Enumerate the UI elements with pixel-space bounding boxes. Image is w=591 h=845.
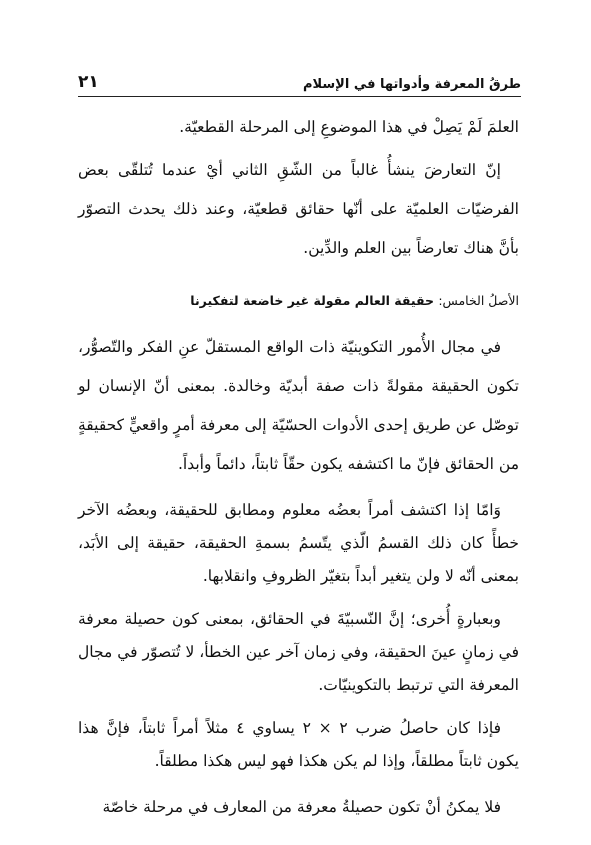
paragraph-eternal-truth: في مجال الأُمور التكوينيّة ذات الواقع المستقلّ عنِ الفكر والتّصوُّر، تكون الحقيقة مقولةً ذات صفة أبديّة وخالدة. بمعنى أنّ الإنسان لو توصّل عن طريق إحدى الأدوات الحسّيّة إلى معرفة أمرٍ واقعيٍّ كحقيقةٍ من الحقائق فإنّ ما اكتشفه يكون حقّاً ثابتاً، دائماً وأبداً.: [78, 338, 519, 473]
paragraph-continued: العلمَ لَمْ يَصِلْ في هذا الموضوعِ إلى المرحلة القطعيّة.: [179, 118, 519, 136]
section-heading-title: حقيقة العالم مقولة غير خاضعة لتفكيرنا: [190, 293, 434, 308]
running-header: [78, 66, 521, 97]
section-heading-label: الأصلُ الخامس:: [438, 293, 519, 308]
paragraph-relativity: وبعبارةٍ أُخرى؛ إنَّ النّسبيّةَ في الحقائق، بمعنى كون حصيلة معرفة في زمانٍ عينَ الحقيقة، وفي زمان آخر عين الخطأ، لا تُتصوّر في مجال المعرفة التي ترتبط بالتكوينيّات.: [78, 610, 519, 694]
paragraph-partial-truth: وَامّا إذا اكتشف أمراً بعضُه معلوم ومطابق للحقيقة، وبعضُه الآخر خطأً كان ذلك القسمُ الّذي يتّسمُ بسمةِ الحقيقة، حقيقة إلى الأبَد، بمعنى أنّه لا ولن يتغير أبداً بتغيّر الظروفِ وانقلابها.: [78, 501, 519, 585]
page-number: ٢١: [78, 72, 99, 92]
body-text: [78, 108, 519, 827]
running-title: طرقُ المعرفة وأدواتها في الإسلام: [302, 77, 521, 92]
paragraph-example: فإذا كان حاصلُ ضرب ٢ × ٢ يساوي ٤ مثلاً أمراً ثابتاً، فإنَّ هذا يكون ثابتاً مطلقاً، وإذا لم يكن هكذا فهو ليس هكذا مطلقاً.: [78, 719, 519, 770]
paragraph-final: فلا يمكنُ أنْ تكون حصيلةُ معرفة من المعارف في مرحلة خاصّة: [102, 798, 501, 816]
section-heading: [78, 290, 519, 312]
paragraph-conflict-origin: إنّ التعارضَ ينشأُ غالباً من الشّقِ الثاني أيْ عندما تُتلقّى بعض الفرضيّات العلميّة على أنّها حقائق قطعيّة، وعند ذلك يحدث التصوّر بأنَّ هناك تعارضاً بين العلم والدِّين.: [78, 161, 519, 257]
